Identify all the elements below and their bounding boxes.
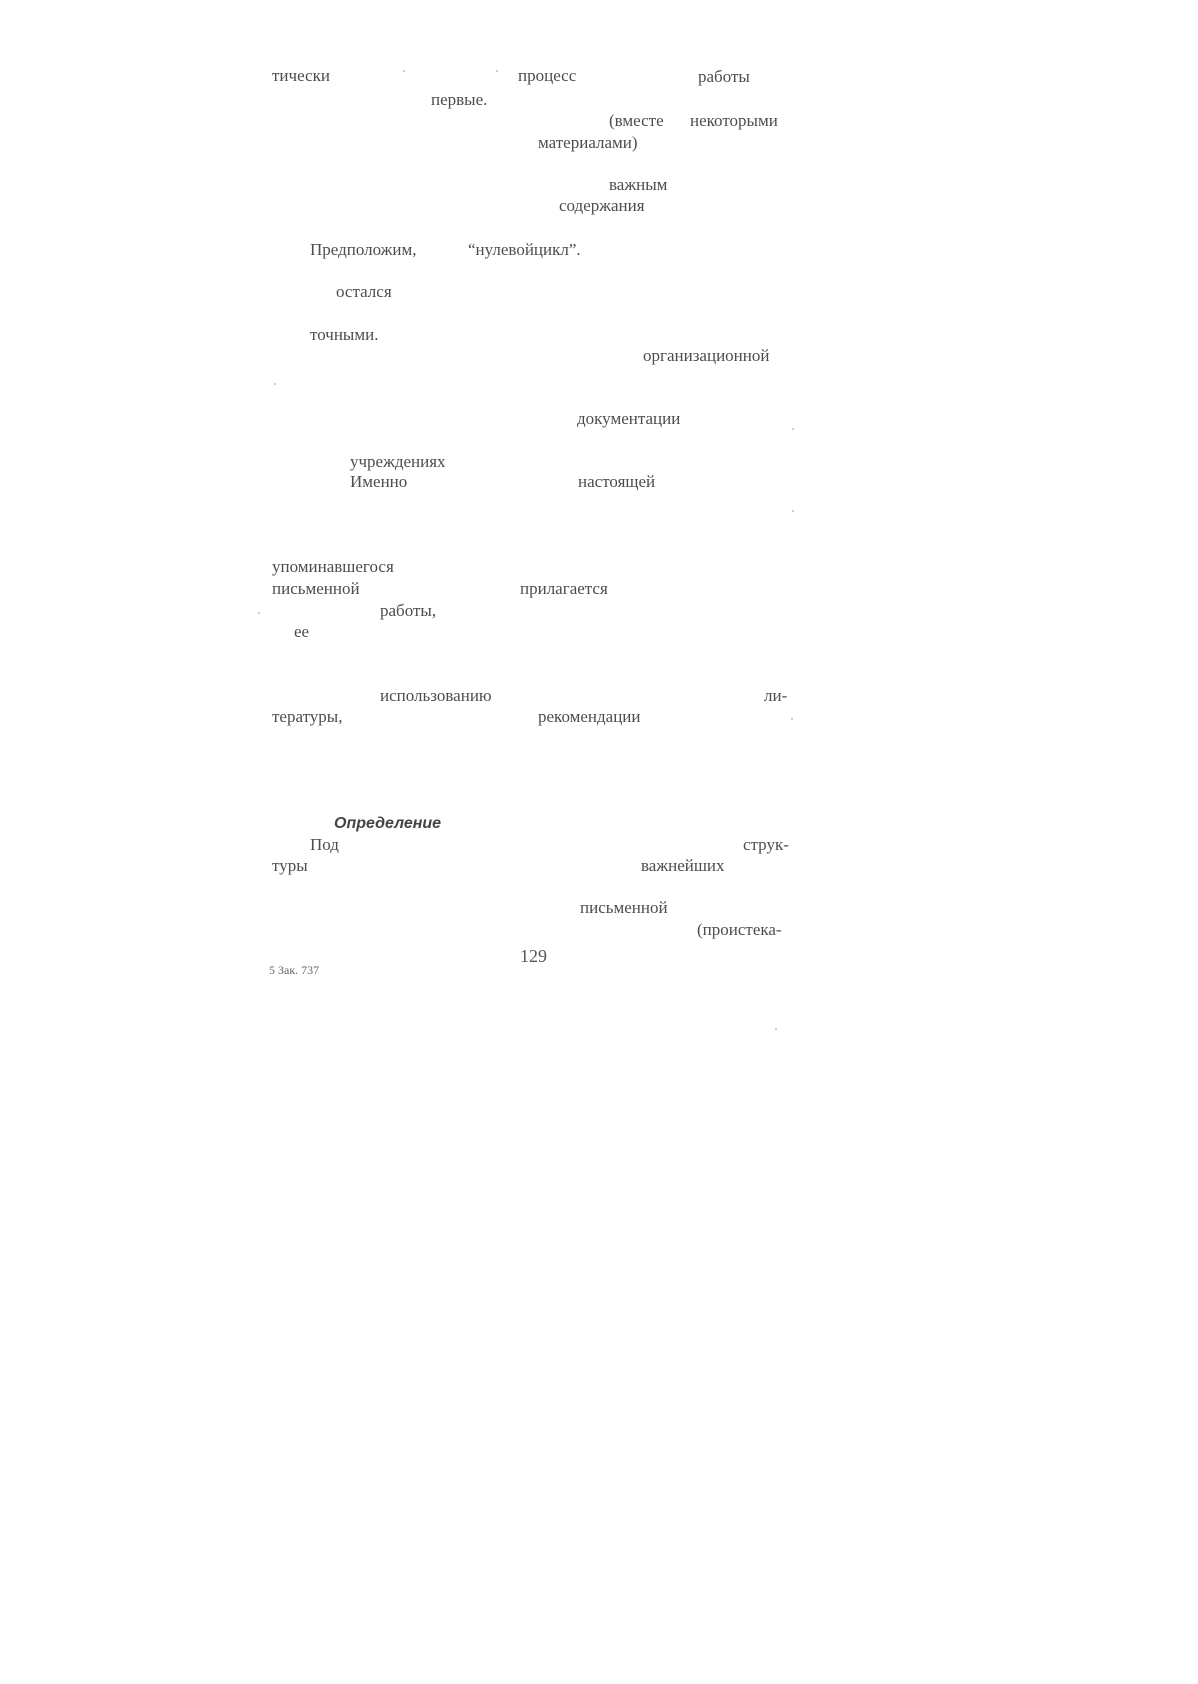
text-fragment: письменной	[272, 579, 360, 598]
text-fragment: ее	[294, 622, 310, 641]
text-fragment: “нулевойцикл”.	[468, 240, 581, 259]
scan-speck	[258, 612, 260, 614]
text-fragment: организационной	[643, 346, 770, 365]
text-fragment: работы,	[380, 601, 437, 620]
text-fragment: работы	[698, 67, 750, 86]
text-fragment: документации	[577, 409, 681, 428]
text-fragment: тературы,	[272, 707, 343, 726]
text-fragment: ли-	[764, 686, 788, 705]
text-fragment: письменной	[580, 898, 668, 917]
scan-speck	[775, 1028, 777, 1030]
text-fragment: учреждениях	[350, 452, 446, 471]
scan-speck	[792, 428, 794, 430]
scan-speck	[792, 510, 794, 512]
print-order-mark: 5 Зак. 737	[269, 963, 320, 977]
text-fragment: (проистека-	[697, 920, 782, 939]
text-fragment: рекомендации	[538, 707, 641, 726]
text-fragment: тически	[272, 66, 330, 85]
section-heading: Определение	[334, 815, 442, 832]
text-fragment: струк-	[743, 835, 789, 854]
text-fragment: Под	[310, 835, 339, 854]
scan-speck	[791, 718, 793, 720]
text-fragment: настоящей	[578, 472, 656, 491]
scan-speck	[274, 383, 276, 385]
scan-speck	[403, 70, 405, 72]
text-fragment: процесс	[518, 66, 577, 85]
text-fragment: первые.	[431, 90, 488, 109]
text-fragment: точными.	[310, 325, 379, 344]
text-fragment: (вместе	[609, 111, 664, 130]
scan-speck	[496, 70, 498, 72]
text-fragment: использованию	[380, 686, 492, 705]
text-fragment: материалами)	[538, 133, 638, 152]
text-fragment: некоторыми	[690, 111, 778, 130]
text-fragment: упоминавшегося	[272, 557, 394, 576]
text-fragment: содержания	[559, 196, 645, 215]
text-fragment: Именно	[350, 472, 408, 491]
text-fragment: важнейших	[641, 856, 725, 875]
text-fragment: важным	[609, 175, 668, 194]
text-fragment: остался	[336, 282, 392, 301]
page-number: 129	[520, 946, 547, 966]
text-fragment: Предположим,	[310, 240, 417, 259]
text-fragment: туры	[272, 856, 308, 875]
text-fragment: прилагается	[520, 579, 608, 598]
